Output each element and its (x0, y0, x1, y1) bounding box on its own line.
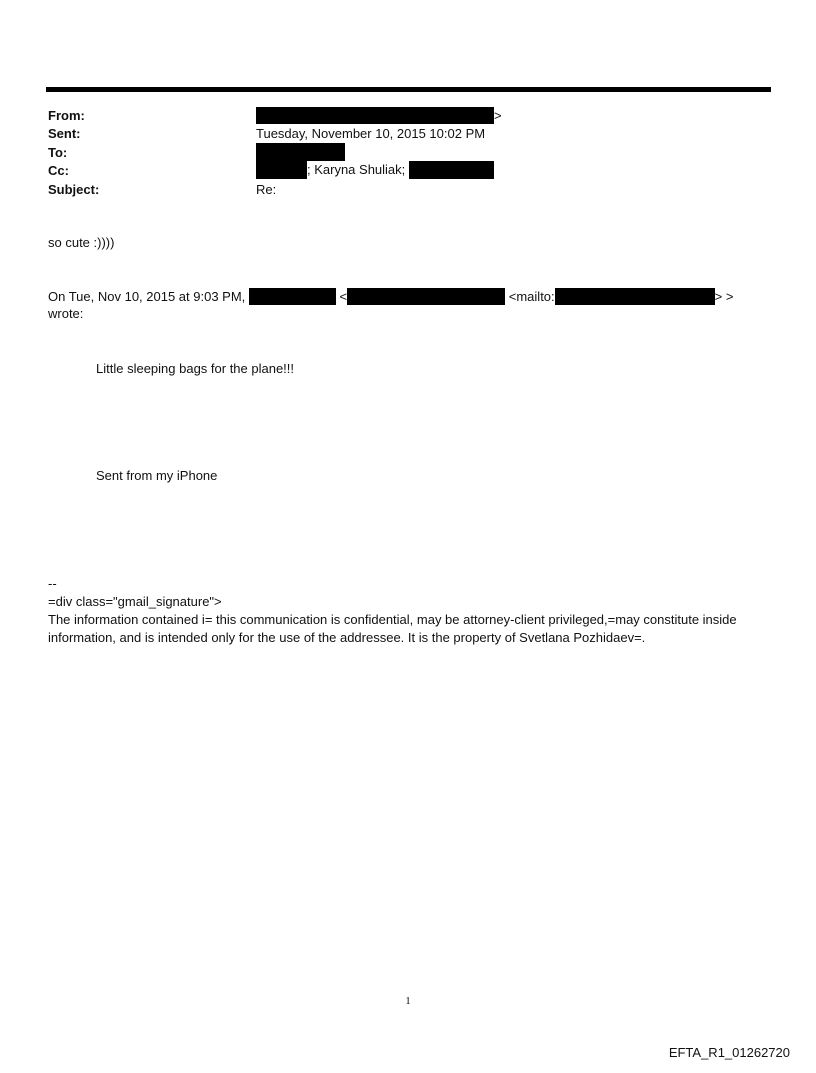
quote-lt: < (339, 289, 348, 304)
from-label: From: (48, 108, 85, 123)
quoted-signature: Sent from my iPhone (96, 468, 218, 483)
to-label: To: (48, 145, 68, 160)
quote-mailto: <mailto: (508, 289, 555, 304)
sent-value: Tuesday, November 10, 2015 10:02 PM (256, 126, 486, 141)
quote-close: > > (714, 289, 734, 304)
disclaimer-paragraph: The information contained i= this communication is confidential, may be attorney-client privileged,=may constitute inside information, and is intended only for the use of the addressee. It is the property of Svetlana Pozhidaev=. (48, 612, 737, 645)
subject-label: Subject: (48, 182, 100, 197)
redaction-box (256, 161, 307, 179)
quote-intro-prefix: On Tue, Nov 10, 2015 at 9:03 PM, (48, 289, 246, 304)
redaction-box (555, 288, 715, 305)
redaction-box (347, 288, 505, 305)
signature-dashes: -- (48, 576, 57, 591)
cc-label: Cc: (48, 163, 69, 178)
from-suffix: > (494, 108, 502, 123)
bates-number: EFTA_R1_01262720 (668, 1045, 790, 1060)
to-value (256, 143, 345, 161)
redaction-box (409, 161, 494, 179)
subject-value: Re: (256, 182, 277, 197)
redaction-box (256, 143, 345, 161)
quote-intro (48, 288, 733, 306)
quoted-message: Little sleeping bags for the plane!!! (96, 361, 295, 376)
top-rule (46, 87, 771, 92)
reply-text: so cute :)))) (48, 235, 115, 250)
redaction-box (249, 288, 336, 305)
signature-div-text: =div class="gmail_signature"> (48, 594, 222, 609)
cc-value (256, 161, 494, 179)
from-value (256, 107, 502, 125)
redaction-box (256, 107, 494, 124)
cc-middle: ; Karyna Shuliak; (307, 162, 406, 177)
sent-label: Sent: (48, 126, 81, 141)
page-number: 1 (405, 995, 411, 1007)
quote-wrote: wrote: (48, 306, 84, 321)
